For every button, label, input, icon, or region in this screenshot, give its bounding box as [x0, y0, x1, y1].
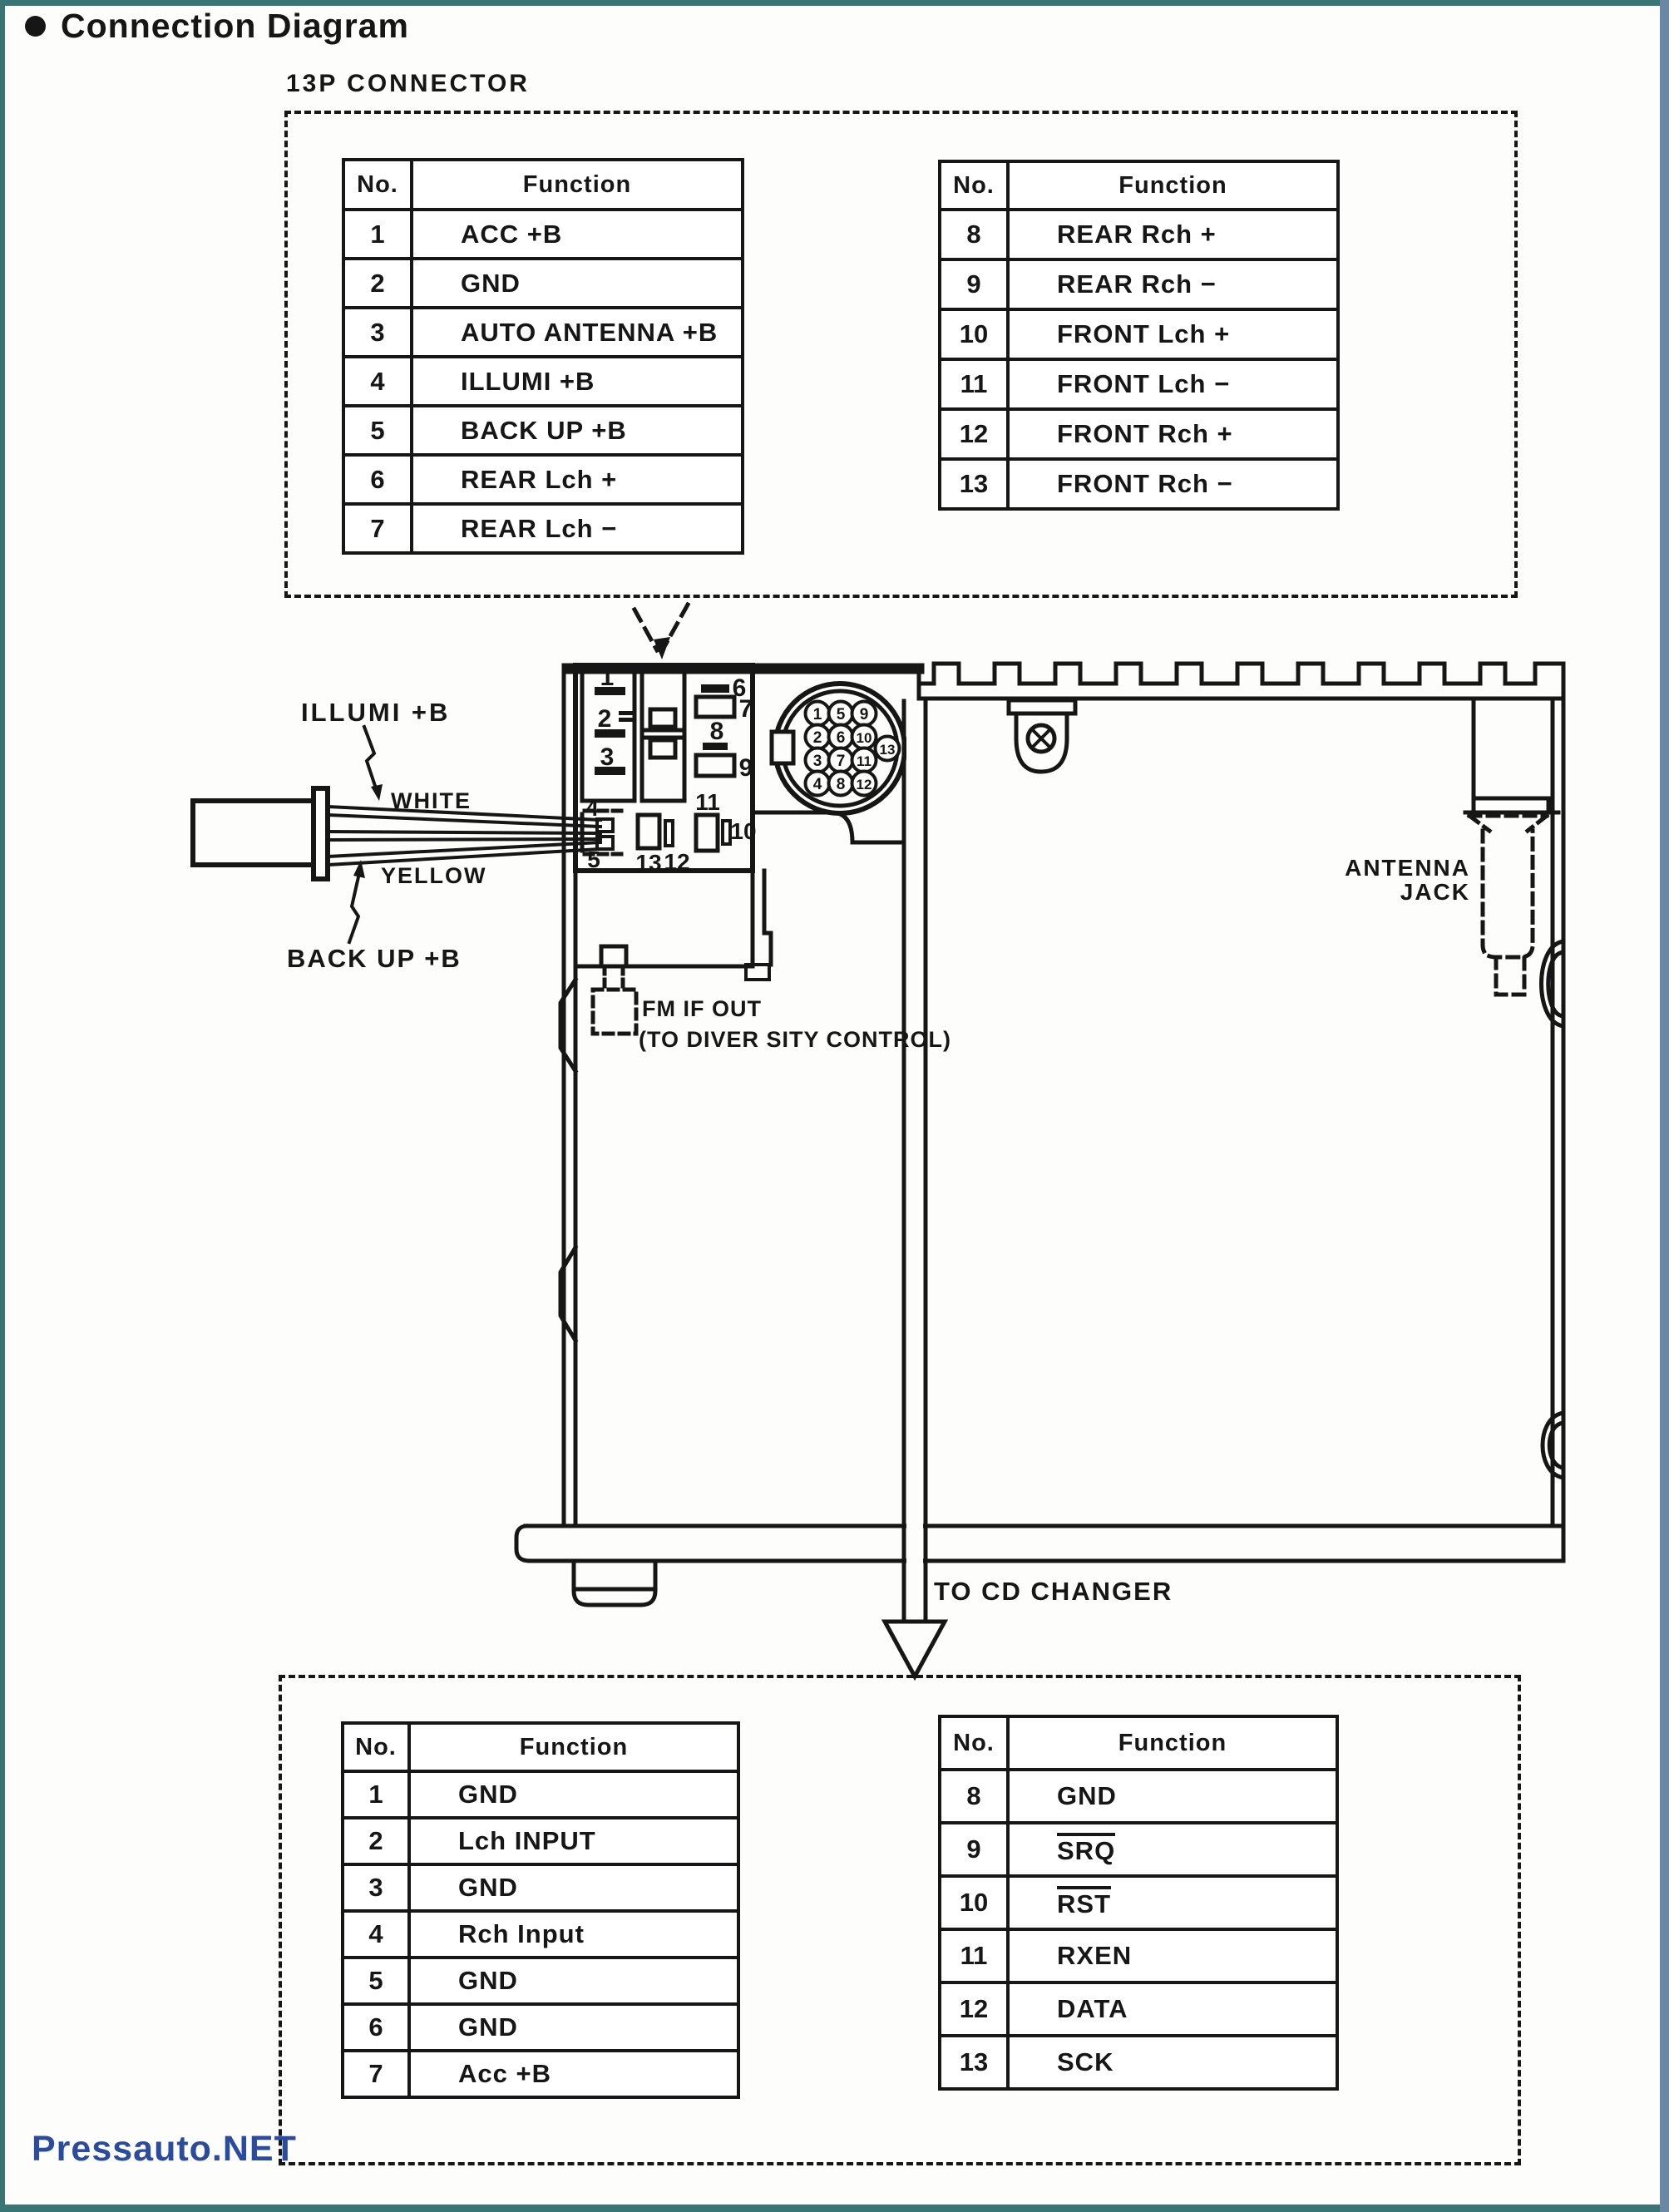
round-pin-1: 1 [812, 706, 822, 723]
pin-function-cell: Rch Input [409, 1911, 738, 1958]
pin-number-cell: 7 [343, 2051, 409, 2097]
pin-function-cell: FRONT Rch + [1008, 409, 1338, 459]
block-pin-1: 1 [600, 664, 615, 691]
pin-function-cell: REAR Rch + [1008, 210, 1338, 259]
round-pin-10: 10 [856, 730, 872, 746]
plug-wires [328, 807, 600, 865]
overline-signal-text: RST [1057, 1886, 1111, 1917]
pin-function-cell: GND [409, 1864, 738, 1911]
pin-number-cell: 13 [940, 2036, 1008, 2089]
pointer-arrow-13p [635, 605, 688, 659]
block-pin-11: 11 [695, 789, 720, 815]
yellow-wire-label: YELLOW [381, 863, 487, 888]
pin-function-cell: ACC +B [412, 210, 743, 259]
round-pin-3: 3 [812, 753, 822, 770]
pin-function-cell: FRONT Lch + [1008, 309, 1338, 359]
illumi-leader-arrow [364, 727, 376, 788]
pin-function-cell: REAR Rch − [1008, 259, 1338, 309]
col-header-function: Function [412, 160, 743, 210]
col-header-no: No. [343, 160, 412, 210]
block-pin-8: 8 [709, 718, 724, 745]
block-pin-5: 5 [587, 847, 600, 872]
pin-number-cell: 2 [343, 259, 412, 308]
pin-number-cell: 12 [940, 1982, 1008, 2036]
pin-number-cell: 2 [343, 1818, 409, 1864]
head-unit-chassis [516, 664, 1563, 1605]
pin-number-cell: 4 [343, 357, 412, 406]
pin-function-cell: AUTO ANTENNA +B [412, 308, 743, 357]
round-pin-7: 7 [836, 753, 846, 770]
pin-function-cell: GND [1008, 1770, 1337, 1823]
pin-function-cell: FRONT Rch − [1008, 459, 1338, 509]
col-header-function: Function [1008, 161, 1338, 210]
round-pin-5: 5 [836, 706, 846, 723]
backup-label: BACK UP +B [287, 944, 462, 973]
illumi-label: ILLUMI +B [301, 698, 451, 727]
fm-if-out-label: FM IF OUT [642, 996, 762, 1021]
col-header-no: No. [940, 1716, 1008, 1770]
pin-number-cell: 5 [343, 406, 412, 455]
block-pin-6: 6 [732, 674, 747, 702]
block-pin-9: 9 [738, 754, 753, 782]
round-pin-9: 9 [859, 706, 869, 723]
pin-number-cell: 8 [940, 210, 1008, 259]
pin-function-cell: GND [409, 2004, 738, 2051]
leader-arrows [349, 727, 383, 942]
block-pin-3: 3 [600, 743, 615, 771]
round-pin-8: 8 [836, 776, 846, 793]
col-header-no: No. [343, 1723, 409, 1771]
block-pin-4: 4 [585, 795, 599, 821]
cd-changer-arrow [885, 701, 945, 1676]
pin-function-cell: GND [412, 259, 743, 308]
block-pin-13: 13 [635, 850, 662, 876]
round-pin-11: 11 [857, 753, 872, 769]
pin-number-cell: 13 [940, 459, 1008, 509]
pin-number-cell: 7 [343, 504, 412, 553]
pin-function-cell: GND [409, 1771, 738, 1818]
pin-number-cell: 9 [940, 259, 1008, 309]
round-pin-6: 6 [836, 729, 846, 747]
round-pin-13: 13 [879, 742, 896, 758]
pin-function-cell: GND [409, 1958, 738, 2004]
pin-number-cell: 11 [940, 359, 1008, 409]
pin-number-cell: 8 [940, 1770, 1008, 1823]
pin-function-cell: REAR Lch + [412, 455, 743, 504]
pin-number-cell: 11 [940, 1929, 1008, 1982]
block-pin-7: 7 [738, 695, 753, 723]
pin-function-cell: SCK [1008, 2036, 1337, 2089]
antenna-jack-label-line2: JACK [1400, 879, 1470, 905]
pin-number-cell: 3 [343, 1864, 409, 1911]
col-header-function: Function [409, 1723, 738, 1771]
block-pin-2: 2 [597, 705, 612, 733]
heat-sink-fins [919, 664, 1563, 699]
to-cd-changer-label: TO CD CHANGER [934, 1577, 1173, 1606]
pin-function-cell: RXEN [1008, 1929, 1337, 1982]
pin-number-cell: 6 [343, 2004, 409, 2051]
pin-number-cell: 10 [940, 1876, 1008, 1929]
pin-function-cell: Acc +B [409, 2051, 738, 2097]
page-title: Connection Diagram [61, 7, 409, 45]
pin-function-cell: BACK UP +B [412, 406, 743, 455]
white-wire-label: WHITE [391, 788, 472, 813]
diversity-control-label: (TO DIVER SITY CONTROL) [639, 1027, 952, 1052]
pin-function-cell: Lch INPUT [409, 1818, 738, 1864]
block-pin-10: 10 [730, 818, 757, 844]
fm-if-out-connector [593, 946, 636, 1034]
round-pin-2: 2 [812, 729, 822, 747]
pin-number-cell: 12 [940, 409, 1008, 459]
col-header-no: No. [940, 161, 1008, 210]
pin-number-cell: 3 [343, 308, 412, 357]
screw-mount [1009, 700, 1075, 772]
pin-number-cell: 4 [343, 1911, 409, 1958]
pin-number-cell: 1 [343, 1771, 409, 1818]
diagram-labels [287, 664, 1470, 1606]
backup-leader-arrow [349, 873, 359, 942]
antenna-jack [1465, 699, 1558, 995]
block-pin-12: 12 [664, 849, 690, 875]
watermark: Pressauto.NET [32, 2129, 297, 2169]
screw-cross-icon [1032, 729, 1050, 748]
round-pin-12: 12 [856, 777, 872, 792]
pin-function-cell: ILLUMI +B [412, 357, 743, 406]
pin-number-cell: 1 [343, 210, 412, 259]
pin-number-cell: 10 [940, 309, 1008, 359]
overline-signal-text: SRQ [1057, 1833, 1115, 1864]
round-pin-4: 4 [812, 776, 822, 793]
pin-number-cell: 5 [343, 1958, 409, 2004]
pin-number-cell: 6 [343, 455, 412, 504]
col-header-function: Function [1008, 1716, 1337, 1770]
connector-section-label: 13P CONNECTOR [286, 70, 530, 97]
pin-function-cell: REAR Lch − [412, 504, 743, 553]
pin-function-cell: FRONT Lch − [1008, 359, 1338, 409]
pin-function-cell: DATA [1008, 1982, 1337, 2036]
pin-number-cell: 9 [940, 1823, 1008, 1876]
antenna-jack-label-line1: ANTENNA [1345, 855, 1470, 881]
